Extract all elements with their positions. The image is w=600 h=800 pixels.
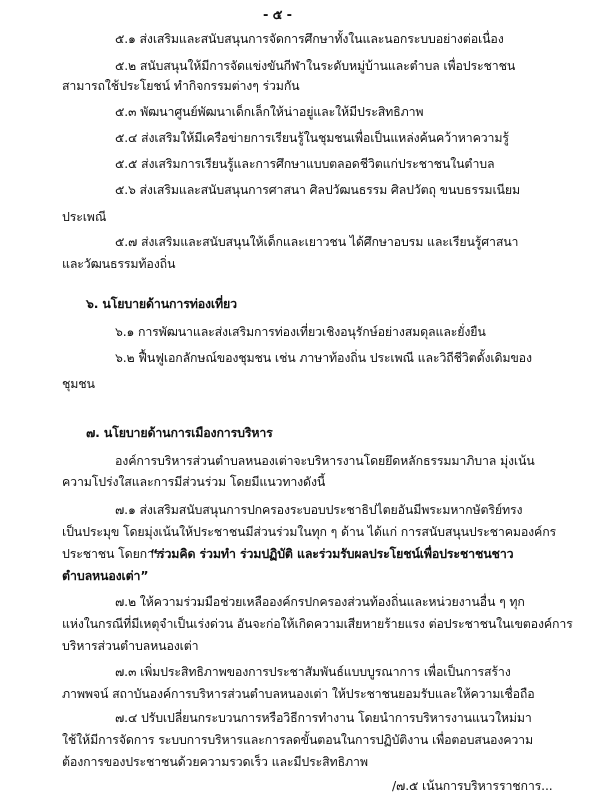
- section-7-heading: ๗. นโยบายด้านการเมืองการบริหาร: [86, 425, 273, 440]
- page-number: - ๕ -: [263, 8, 292, 23]
- item-7-4-line3: ต้องการของประชาชนด้วยความรวดเร็ว และมีประสิทธิภาพ: [62, 754, 368, 769]
- item-6-2-cont: ชุมชน: [62, 376, 95, 391]
- item-7-2-line2: แห่งในกรณีที่มีเหตุจำเป็นเร่งด่วน อันจะก่อให้เกิดความเสียหายร้ายแรง ต่อประชาชนในเขตองค์การ: [62, 616, 573, 631]
- item-6-2: ๖.๒ ฟื้นฟูเอกลักษณ์ของชุมชน เช่น ภาษาท้องถิ่น ประเพณี และวิถีชีวิตดั้งเดิมของ: [115, 350, 532, 365]
- item-7-1-line3: ประชาชน โดยการ: [62, 546, 161, 561]
- section-7-intro-cont: ความโปร่งใสและการมีส่วนร่วม โดยมีแนวทางดังนี้: [62, 474, 326, 489]
- item-7-3: ๗.๓ เพิ่มประสิทธิภาพของการประชาสัมพันธ์แบบบูรณาการ เพื่อเป็นการสร้าง: [115, 664, 511, 679]
- item-7-1-line2: เป็นประมุข โดยมุ่งเน้นให้ประชาชนมีส่วนร่วมในทุก ๆ ด้าน ได้แก่ การสนับสนุนประชาคมองค์กร: [62, 524, 557, 539]
- item-5-2-cont: สามารถใช้ประโยชน์ ทำกิจกรรมต่างๆ ร่วมกัน: [62, 78, 300, 93]
- item-5-7-cont: และวัฒนธรรมท้องถิ่น: [62, 256, 176, 271]
- item-6-1: ๖.๑ การพัฒนาและส่งเสริมการท่องเที่ยวเชิงอนุรักษ์อย่างสมดุลและยั่งยืน: [115, 324, 486, 339]
- item-5-6-cont: ประเพณี: [62, 209, 107, 224]
- item-5-7: ๕.๗ ส่งเสริมและสนับสนุนให้เด็กและเยาวชน ได้ศึกษาอบรม และเรียนรู้ศาสนา: [115, 234, 519, 249]
- item-5-2: ๕.๒ สนับสนุนให้มีการจัดแข่งขันกีฬาในระดับหมู่บ้านและตำบล เพื่อประชาชน: [115, 58, 516, 73]
- section-7-intro: องค์การบริหารส่วนตำบลหนองเต่าจะบริหารงานโดยยึดหลักธรรมมาภิบาล มุ่งเน้น: [115, 453, 535, 468]
- item-7-3-line2: ภาพพจน์ สถาบันองค์การบริหารส่วนตำบลหนองเต่า ให้ประชาชนยอมรับและให้ความเชื่อถือ: [62, 686, 535, 701]
- item-7-2: ๗.๒ ให้ความร่วมมือช่วยเหลือองค์กรปกครองส่วนท้องถิ่นและหน่วยงานอื่น ๆ ทุก: [115, 594, 525, 609]
- item-7-4: ๗.๔ ปรับเปลี่ยนกระบวนการหรือวิธีการทำงาน โดยนำการบริหารงานแนวใหม่มา: [115, 710, 532, 725]
- item-5-1: ๕.๑ ส่งเสริมและสนับสนุนการจัดการศึกษาทั้งในและนอกระบบอย่างต่อเนื่อง: [115, 31, 504, 46]
- item-5-3: ๕.๓ พัฒนาศูนย์พัฒนาเด็กเล็กให้น่าอยู่และให้มีประสิทธิภาพ: [115, 104, 424, 119]
- section-6-heading: ๖. นโยบายด้านการท่องเที่ยว: [86, 296, 237, 311]
- item-7-2-line3: บริหารส่วนตำบลหนองเต่า: [62, 638, 199, 653]
- item-7-1: ๗.๑ ส่งเสริมสนับสนุนการปกครองระบอบประชาธิปไตยอันมีพระมหากษัตริย์ทรง: [115, 502, 523, 517]
- item-7-1-quote: “ร่วมคิด ร่วมทำ ร่วมปฏิบัติ และร่วมรับผลประโยชน์เพื่อประชาชนชาว: [150, 546, 514, 561]
- continuation-note: /๗.๕ เน้นการบริหารราชการ...: [392, 778, 553, 793]
- item-7-4-line2: ใช้ให้มีการจัดการ ระบบการบริหารและการลดขั้นตอนในการปฏิบัติงาน เพื่อตอบสนองความ: [62, 732, 534, 747]
- item-5-4: ๕.๔ ส่งเสริมให้มีเครือข่ายการเรียนรู้ในชุมชนเพื่อเป็นแหล่งค้นคว้าหาความรู้: [115, 130, 509, 145]
- item-5-6: ๕.๖ ส่งเสริมและสนับสนุนการศาสนา ศิลปวัฒนธรรม ศิลปวัตถุ ขนบธรรมเนียม: [115, 182, 520, 197]
- item-5-5: ๕.๕ ส่งเสริมการเรียนรู้และการศึกษาแบบตลอดชีวิตแก่ประชาชนในตำบล: [115, 156, 495, 171]
- item-7-1-quote-cont: ตำบลหนองเต่า”: [62, 568, 149, 583]
